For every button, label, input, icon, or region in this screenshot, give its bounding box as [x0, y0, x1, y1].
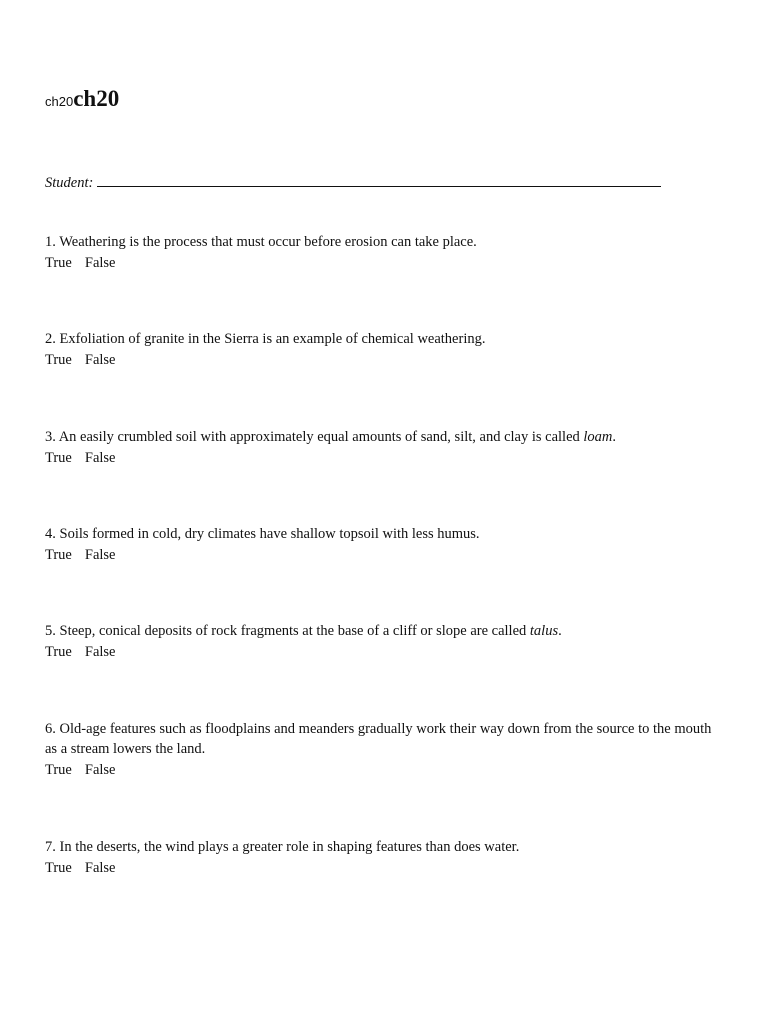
question-text [45, 621, 725, 641]
answer-options [45, 642, 725, 662]
answer-options [45, 350, 725, 370]
answer-false[interactable]: False [84, 644, 116, 660]
question-body: Steep, conical deposits of rock fragments at the base of a cliff or slope are called [59, 623, 530, 639]
student-label: Student: [45, 175, 94, 191]
answer-false[interactable]: False [84, 547, 116, 563]
question-body: In the deserts, the wind plays a greater role in shaping features than does water. [59, 839, 520, 855]
answer-false[interactable]: False [84, 450, 116, 466]
question-text [45, 232, 725, 252]
question-number: 1. [45, 234, 56, 250]
question-suffix: . [612, 429, 617, 445]
question-body: Exfoliation of granite in the Sierra is an example of chemical weathering. [59, 331, 486, 347]
question-suffix: . [558, 623, 562, 639]
page-title-small: ch20 [45, 94, 74, 109]
answer-options [45, 253, 725, 273]
question-6 [45, 719, 725, 780]
answer-true[interactable]: True [45, 450, 72, 466]
question-term: loam [583, 429, 613, 445]
question-4 [45, 524, 725, 565]
answer-true[interactable]: True [45, 255, 72, 271]
question-3 [45, 427, 725, 468]
question-body: An easily crumbled soil with approximately equal amounts of sand, silt, and clay is called [58, 429, 584, 445]
question-7 [45, 837, 725, 878]
student-name-line[interactable] [97, 172, 661, 187]
question-body: Old-age features such as floodplains and meanders gradually work their way down from the source to the mouth as a stream lowers the land. [45, 721, 712, 757]
answer-false[interactable]: False [84, 860, 116, 876]
answer-false[interactable]: False [84, 762, 116, 778]
question-number: 4. [45, 526, 56, 542]
page-title [45, 86, 119, 112]
answer-true[interactable]: True [45, 352, 72, 368]
question-number: 3. [45, 429, 56, 445]
question-number: 5. [45, 623, 56, 639]
answer-false[interactable]: False [84, 352, 116, 368]
answer-false[interactable]: False [84, 255, 116, 271]
question-text [45, 329, 725, 349]
answer-true[interactable]: True [45, 860, 72, 876]
answer-true[interactable]: True [45, 644, 72, 660]
question-body: Soils formed in cold, dry climates have shallow topsoil with less humus. [59, 526, 480, 542]
answer-options [45, 448, 725, 468]
question-term: talus [529, 623, 559, 639]
question-body: Weathering is the process that must occur before erosion can take place. [59, 234, 477, 250]
question-number: 6. [45, 721, 56, 737]
question-1 [45, 232, 725, 273]
answer-options [45, 545, 725, 565]
question-5 [45, 621, 725, 662]
question-text [45, 837, 725, 857]
page-title-large: ch20 [73, 86, 120, 111]
answer-options [45, 760, 725, 780]
answer-options [45, 858, 725, 878]
student-field [45, 172, 661, 192]
question-text [45, 719, 725, 759]
question-text [45, 427, 725, 447]
question-2 [45, 329, 725, 370]
answer-true[interactable]: True [45, 547, 72, 563]
question-number: 2. [45, 331, 56, 347]
question-number: 7. [45, 839, 56, 855]
question-text [45, 524, 725, 544]
answer-true[interactable]: True [45, 762, 72, 778]
